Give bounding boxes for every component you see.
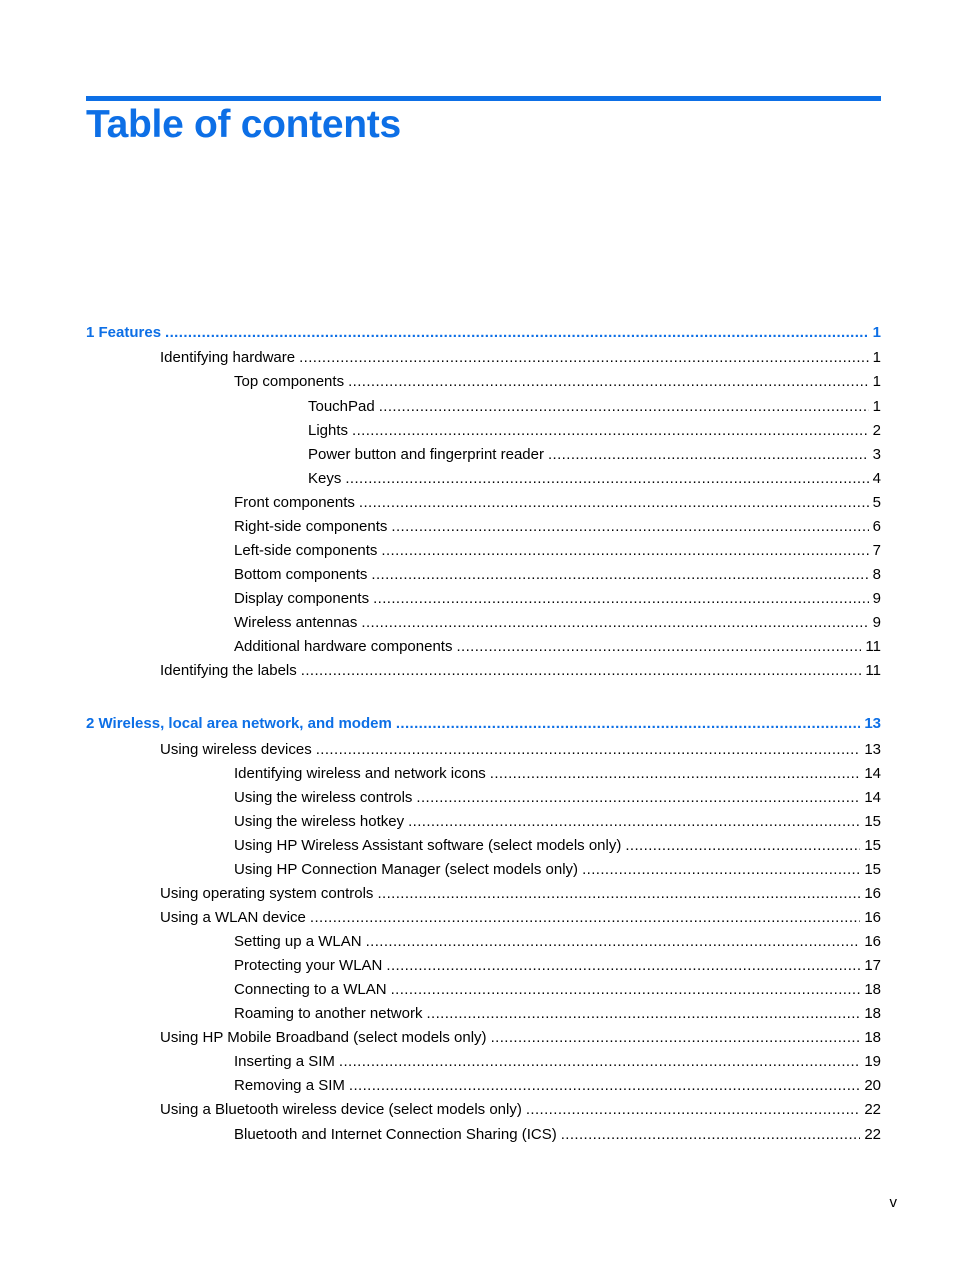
toc-entry-page: 9 xyxy=(872,614,881,631)
toc-entry-label: Using a Bluetooth wireless device (select models only) xyxy=(160,1101,522,1118)
toc-entry[interactable] xyxy=(234,637,881,657)
toc-entry-label: Using a WLAN device xyxy=(160,909,306,926)
toc-dot-leader xyxy=(456,637,861,657)
toc-entry-label: 1 Features xyxy=(86,324,162,341)
toc-dot-leader xyxy=(377,884,860,904)
toc-entry[interactable] xyxy=(160,1100,881,1120)
toc-entry-page: 2 xyxy=(872,422,881,439)
toc-entry-page: 22 xyxy=(864,1126,881,1143)
toc-entry-page: 9 xyxy=(872,590,881,607)
toc-dot-leader xyxy=(396,714,860,734)
toc-entry-page: 11 xyxy=(865,662,881,679)
toc-entry-page: 18 xyxy=(864,1029,881,1046)
toc-entry-page: 1 xyxy=(872,373,881,390)
toc-entry[interactable] xyxy=(160,661,881,681)
toc-dot-leader xyxy=(352,421,869,441)
toc-entry[interactable] xyxy=(234,1052,881,1072)
toc-entry[interactable] xyxy=(234,860,881,880)
toc-entry-page: 1 xyxy=(872,324,881,341)
toc-entry-page: 19 xyxy=(864,1053,881,1070)
toc-entry[interactable] xyxy=(234,836,881,856)
toc-entry[interactable] xyxy=(234,1125,881,1145)
toc-entry-label: Inserting a SIM xyxy=(234,1053,335,1070)
toc-entry-page: 17 xyxy=(864,957,881,974)
toc-dot-leader xyxy=(299,348,869,368)
toc-entry[interactable] xyxy=(160,348,881,368)
toc-entry[interactable] xyxy=(160,884,881,904)
toc-entry[interactable] xyxy=(234,788,881,808)
toc-dot-leader xyxy=(625,836,860,856)
toc-entry-label: Lights xyxy=(308,422,349,439)
toc-entry[interactable] xyxy=(234,764,881,784)
toc-dot-leader xyxy=(366,932,861,952)
toc-entry-page: 4 xyxy=(872,470,881,487)
toc-entry-label: 2 Wireless, local area network, and modem xyxy=(86,715,392,732)
toc-entry-label: Using wireless devices xyxy=(160,741,312,758)
toc-entry[interactable] xyxy=(234,517,881,537)
toc-entry-label: Protecting your WLAN xyxy=(234,957,383,974)
toc-entry-page: 13 xyxy=(864,715,881,732)
toc-entry-label: Bottom components xyxy=(234,566,368,583)
toc-entry-label: TouchPad xyxy=(308,398,375,415)
toc-entry[interactable] xyxy=(234,956,881,976)
toc-entry-page: 22 xyxy=(864,1101,881,1118)
toc-dot-leader xyxy=(310,908,860,928)
toc-entry-label: Wireless antennas xyxy=(234,614,358,631)
toc-entry-page: 16 xyxy=(864,909,881,926)
toc-entry-page: 8 xyxy=(872,566,881,583)
toc-dot-leader xyxy=(391,517,868,537)
toc-entry[interactable] xyxy=(234,613,881,633)
toc-dot-leader xyxy=(490,764,861,784)
toc-entry-label: Using HP Mobile Broadband (select models only) xyxy=(160,1029,487,1046)
toc-entry-label: Right-side components xyxy=(234,518,388,535)
toc-dot-leader xyxy=(359,493,869,513)
toc-entry[interactable] xyxy=(234,932,881,952)
toc-dot-leader xyxy=(548,445,869,465)
page-folio: v xyxy=(889,1194,897,1211)
toc-entry-label: Using the wireless hotkey xyxy=(234,813,405,830)
toc-entry-label: Additional hardware components xyxy=(234,638,453,655)
toc-entry-label: Using HP Connection Manager (select models only) xyxy=(234,861,579,878)
toc-dot-leader xyxy=(373,589,869,609)
toc-entry-page: 15 xyxy=(864,861,881,878)
toc-entry-page: 14 xyxy=(864,765,881,782)
toc-entry-label: Using the wireless controls xyxy=(234,789,413,806)
toc-chapter-entry[interactable] xyxy=(86,323,881,343)
toc-entry[interactable] xyxy=(234,589,881,609)
toc-entry-page: 1 xyxy=(872,349,881,366)
toc-entry-page: 18 xyxy=(864,1005,881,1022)
toc-dot-leader xyxy=(301,661,862,681)
toc-entry-page: 11 xyxy=(865,638,881,655)
toc-entry-page: 5 xyxy=(872,494,881,511)
toc-entry-label: Identifying wireless and network icons xyxy=(234,765,486,782)
toc-dot-leader xyxy=(408,812,860,832)
toc-entry[interactable] xyxy=(234,1004,881,1024)
toc-entry-label: Top components xyxy=(234,373,345,390)
toc-entry[interactable] xyxy=(308,397,881,417)
toc-entry-label: Front components xyxy=(234,494,355,511)
toc-entry-label: Power button and fingerprint reader xyxy=(308,446,544,463)
toc-dot-leader xyxy=(526,1100,860,1120)
toc-entry-label: Left-side components xyxy=(234,542,378,559)
toc-entry-label: Identifying hardware xyxy=(160,349,296,366)
toc-dot-leader xyxy=(416,788,860,808)
toc-dot-leader xyxy=(491,1028,861,1048)
toc-entry-page: 20 xyxy=(864,1077,881,1094)
toc-entry[interactable] xyxy=(308,469,881,489)
toc-entry-page: 15 xyxy=(864,813,881,830)
toc-entry-label: Display components xyxy=(234,590,370,607)
toc-entry-page: 18 xyxy=(864,981,881,998)
toc-dot-leader xyxy=(339,1052,860,1072)
toc-entry[interactable] xyxy=(160,908,881,928)
toc-entry-page: 13 xyxy=(864,741,881,758)
toc-dot-leader xyxy=(316,740,861,760)
toc-entry[interactable] xyxy=(234,541,881,561)
toc-entry[interactable] xyxy=(308,445,881,465)
toc-entry-page: 1 xyxy=(872,398,881,415)
toc-entry-page: 15 xyxy=(864,837,881,854)
toc-dot-leader xyxy=(426,1004,860,1024)
toc-dot-leader xyxy=(361,613,868,633)
toc-dot-leader xyxy=(348,372,869,392)
toc-entry-label: Removing a SIM xyxy=(234,1077,345,1094)
toc-entry-label: Using operating system controls xyxy=(160,885,374,902)
toc-dot-leader xyxy=(381,541,868,561)
toc-dot-leader xyxy=(379,397,869,417)
toc-entry[interactable] xyxy=(160,1028,881,1048)
toc-entry-page: 16 xyxy=(864,933,881,950)
toc-dot-leader xyxy=(391,980,861,1000)
toc-entry[interactable] xyxy=(234,565,881,585)
toc-entry[interactable] xyxy=(160,740,881,760)
toc-entry-label: Roaming to another network xyxy=(234,1005,423,1022)
toc-entry[interactable] xyxy=(234,372,881,392)
toc-dot-leader xyxy=(582,860,860,880)
toc-entry-page: 6 xyxy=(872,518,881,535)
toc-entry-label: Using HP Wireless Assistant software (select models only) xyxy=(234,837,622,854)
toc-entry-label: Identifying the labels xyxy=(160,662,297,679)
toc-dot-leader xyxy=(371,565,868,585)
toc-entry[interactable] xyxy=(308,421,881,441)
toc-entry-page: 7 xyxy=(872,542,881,559)
toc-entry-page: 3 xyxy=(872,446,881,463)
toc-entry[interactable] xyxy=(234,812,881,832)
page-title: Table of contents xyxy=(86,103,401,146)
toc-dot-leader xyxy=(561,1125,861,1145)
toc-dot-leader xyxy=(165,323,869,343)
toc-entry-label: Keys xyxy=(308,470,342,487)
toc-chapter-entry[interactable] xyxy=(86,714,881,734)
toc-entry-label: Connecting to a WLAN xyxy=(234,981,387,998)
toc-dot-leader xyxy=(349,1076,860,1096)
toc-dot-leader xyxy=(345,469,868,489)
toc-entry-label: Bluetooth and Internet Connection Sharing (ICS) xyxy=(234,1126,557,1143)
toc-dot-leader xyxy=(386,956,860,976)
toc-entry[interactable] xyxy=(234,1076,881,1096)
toc-entry[interactable] xyxy=(234,980,881,1000)
toc-entry[interactable] xyxy=(234,493,881,513)
toc-entry-page: 16 xyxy=(864,885,881,902)
toc-entry-label: Setting up a WLAN xyxy=(234,933,362,950)
toc-entry-page: 14 xyxy=(864,789,881,806)
